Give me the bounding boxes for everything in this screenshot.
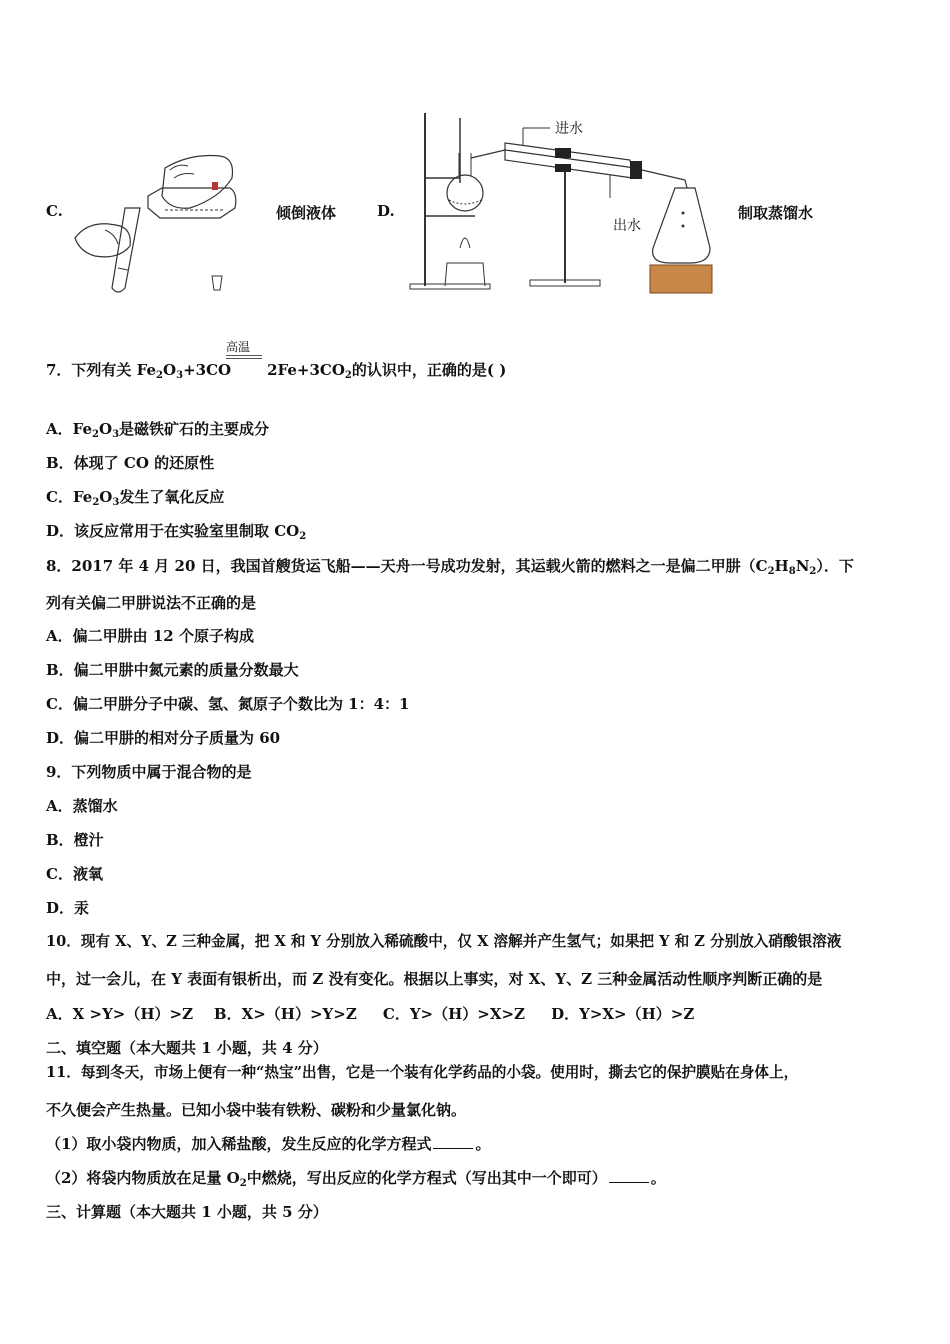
outlet-label: 出水 (613, 218, 641, 234)
question-9-stem: 9．下列物质中属于混合物的是 (46, 763, 252, 781)
question-8-option-a: A．偏二甲肼由 12 个原子构成 (46, 627, 254, 645)
equation-bar-bottom (226, 358, 262, 359)
reaction-condition: 高温 (226, 340, 251, 354)
question-8-stem-line1: 8．2017 年 4 月 20 日，我国首艘货运飞船——天舟一号成功发射，其运载火箭的燃料之一是偏二甲肼$(C_2H_8N_2)$．下 (46, 557, 854, 577)
question-10-stem-line1: 10．现有 X、Y、Z 三种金属，把 X 和 Y 分别放入稀硫酸中，仅 X 溶解并产生氢气；如果把 Y 和 Z 分别放入硝酸银溶液 (46, 933, 842, 950)
question-11-stem-line2: 不久便会产生热量。已知小袋中装有铁粉、碳粉和少量氯化钠。 (46, 1101, 467, 1119)
question-10-options: A．X >Y>（H）>Z B．X>（H）>Y>Z C．Y>（H）>X>Z D．Y>X>（H）>Z (46, 1005, 695, 1023)
question-11-part-1: （1）取小袋内物质，加入稀盐酸，发生反应的化学方程式 。 (46, 1135, 491, 1153)
question-10-stem-line2: 中，过一会儿，在 Y 表面有银析出，而 Z 没有变化。根据以上事实，对 X、Y、Z 三种金属活动性顺序判断正确的是 (46, 970, 823, 988)
question-8-option-c: C．偏二甲肼分子中碳、氢、氮原子个数比为 1：4：1 (46, 695, 410, 713)
question-7-option-b: B．体现了 CO 的还原性 (46, 454, 215, 472)
question-7-stem: 7．下列有关 $Fe_2O_3+3CO$ $2Fe+3CO_2$的认识中，正确的是( ) (46, 361, 507, 381)
option-d-caption: 制取蒸馏水 (738, 204, 814, 222)
section-2-heading: 二、填空题（本大题共 1 小题，共 4 分） (46, 1039, 328, 1057)
question-8-option-d: D．偏二甲肼的相对分子质量为 60 (46, 729, 281, 747)
answer-blank-2[interactable] (609, 1170, 649, 1183)
answer-blank-1[interactable] (433, 1136, 473, 1149)
question-7-option-d: D．该反应常用于在实验室里制取 $CO_2$ (46, 522, 307, 542)
section-3-heading: 三、计算题（本大题共 1 小题，共 5 分） (46, 1203, 328, 1221)
question-11-stem-line1: 11．每到冬天，市场上便有一种“热宝”出售，它是一个装有化学药品的小袋。使用时，撕去它的保护膜贴在身体上， (46, 1064, 799, 1081)
option-c-caption: 倾倒液体 (276, 204, 337, 222)
question-8-option-b: B．偏二甲肼中氮元素的质量分数最大 (46, 661, 299, 679)
question-7-option-a: A．$Fe_2O_3$是磁铁矿石的主要成分 (46, 420, 270, 440)
question-9-option-d: D．汞 (46, 899, 90, 917)
option-c-letter: C. (46, 202, 63, 220)
question-9-option-a: A．蒸馏水 (46, 797, 118, 815)
question-8-stem-line2: 列有关偏二甲肼说法不正确的是 (46, 594, 257, 612)
question-11-part-2: （2）将袋内物质放在足量 $O_2$中燃烧，写出反应的化学方程式（写出其中一个即可） 。 (46, 1169, 666, 1189)
question-7-option-c: C．$Fe_2O_3$发生了氧化反应 (46, 488, 225, 508)
option-d-letter: D. (377, 202, 395, 220)
pouring-liquid-illustration (70, 148, 250, 298)
question-9-option-c: C．液氧 (46, 865, 103, 883)
inlet-label: 进水 (555, 121, 583, 137)
equation-bar-top (226, 355, 262, 356)
question-9-option-b: B．橙汁 (46, 831, 104, 849)
